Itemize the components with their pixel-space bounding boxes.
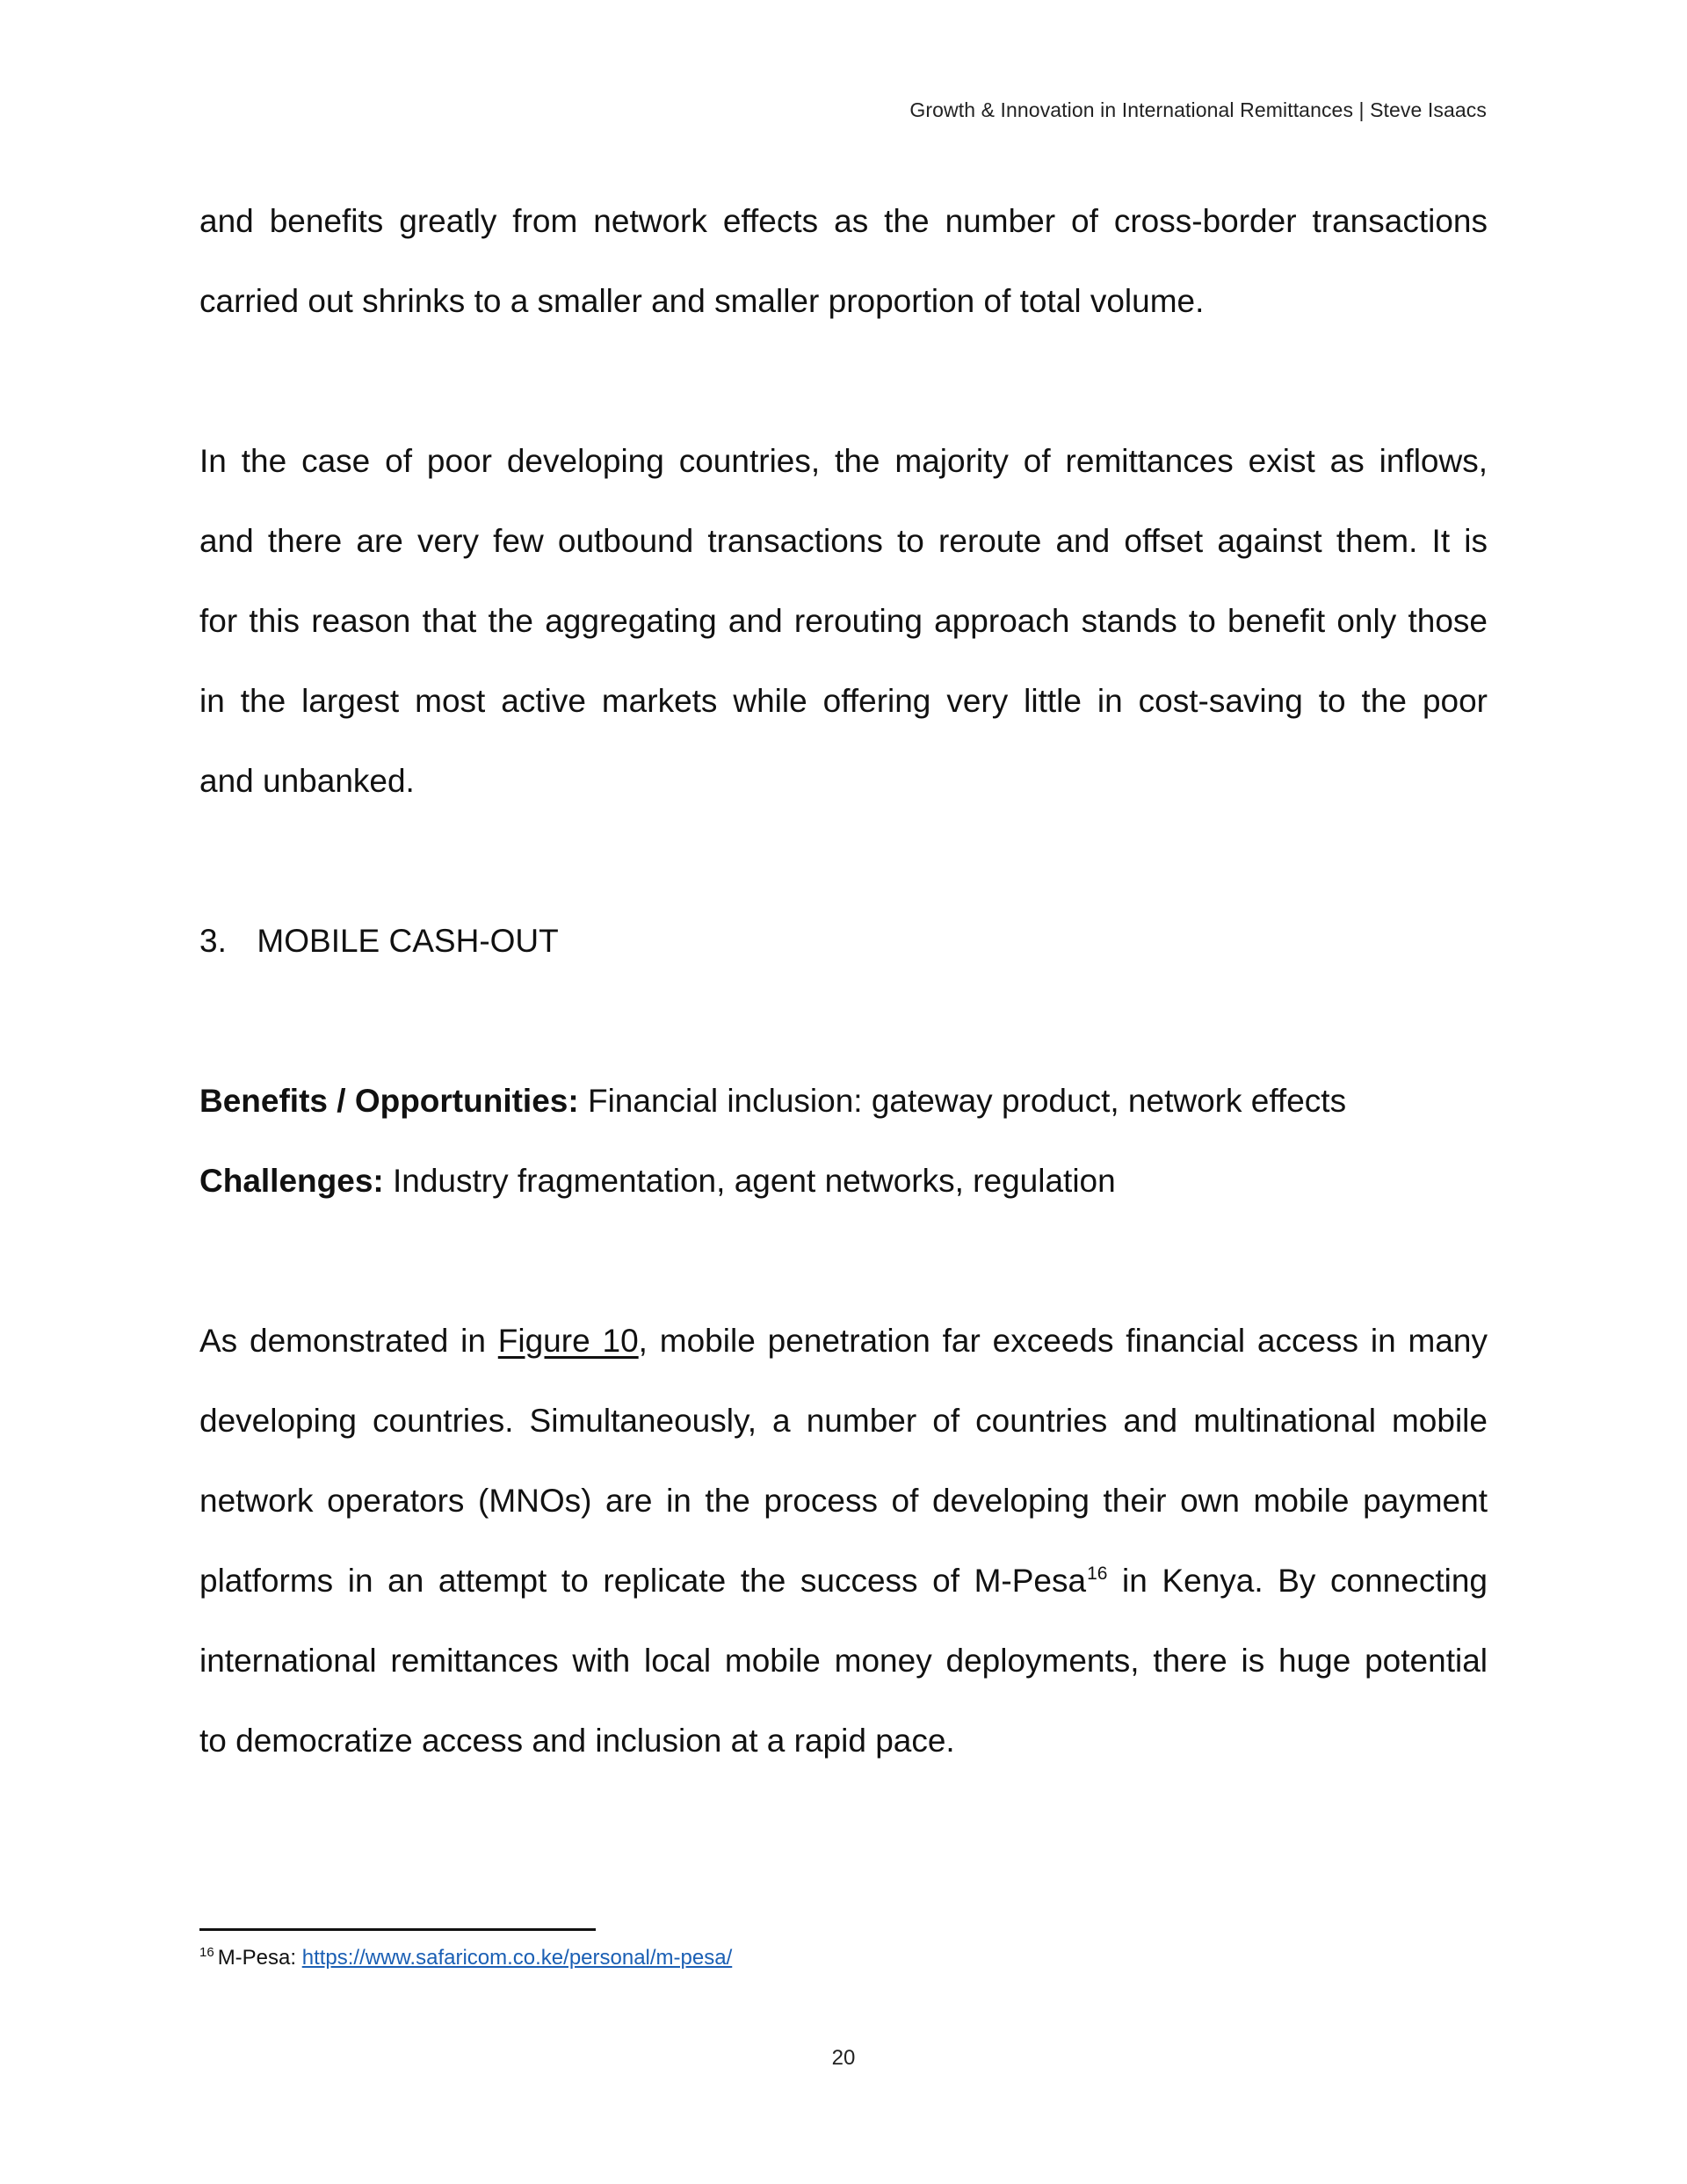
footnote-16 bbox=[199, 1944, 732, 1975]
paragraph-2-line-3: for this reason that the aggregating and rerouting approach stands to benefit only those bbox=[199, 603, 1488, 639]
paragraph-2-line-1: In the case of poor developing countries, the majority of remittances exist as inflows, bbox=[199, 443, 1488, 479]
page-number: 20 bbox=[831, 2046, 856, 2070]
footnote-number: 16 bbox=[199, 1945, 214, 1960]
benefits-label: Benefits / Opportunities: bbox=[199, 1083, 579, 1119]
paragraph-3-line-6: to democratize access and inclusion at a rapid pace. bbox=[199, 1723, 955, 1759]
figure-10-link[interactable]: Figure 10 bbox=[497, 1323, 639, 1359]
benefits-line bbox=[199, 1082, 1488, 1121]
paragraph-3-line-2: developing countries. Simultaneously, a number of countries and multinational mobile bbox=[199, 1403, 1488, 1439]
footnote-url-link[interactable]: https://www.safaricom.co.ke/personal/m-pesa/ bbox=[301, 1946, 733, 1970]
paragraph-3-line-1 bbox=[199, 1322, 1488, 1360]
section-heading bbox=[199, 922, 1488, 961]
paragraph-3-line-3: network operators (MNOs) are in the process of developing their own mobile payment bbox=[199, 1483, 1488, 1519]
text-span: As demonstrated in bbox=[199, 1323, 498, 1359]
paragraph-2-line-2: and there are very few outbound transactions to reroute and offset against them. It is bbox=[199, 523, 1488, 559]
text-span: in Kenya. By connecting bbox=[1107, 1563, 1488, 1599]
challenges-line bbox=[199, 1162, 1488, 1201]
section-number: 3. bbox=[199, 923, 227, 959]
text-span: platforms in an attempt to replicate the success of M-Pesa bbox=[199, 1563, 1087, 1599]
challenges-text: Industry fragmentation, agent networks, regulation bbox=[383, 1163, 1116, 1199]
paragraph-2-line-4: in the largest most active markets while offering very little in cost-saving to the poor bbox=[199, 683, 1488, 719]
paragraph-3-line-4 bbox=[199, 1562, 1488, 1606]
challenges-label: Challenges: bbox=[199, 1163, 384, 1199]
paragraph-2-line-5: and unbanked. bbox=[199, 763, 415, 799]
paragraph-1-line-1: and benefits greatly from network effects as the number of cross-border transactions bbox=[199, 203, 1488, 239]
footnote-reference-16[interactable]: 16 bbox=[1087, 1564, 1108, 1584]
text-span: , mobile penetration far exceeds financial access in many bbox=[638, 1323, 1488, 1359]
footnote-separator bbox=[199, 1928, 596, 1931]
running-header: Growth & Innovation in International Remittances | Steve Isaacs bbox=[909, 98, 1487, 121]
section-title: MOBILE CASH-OUT bbox=[257, 923, 559, 959]
footnote-label: M-Pesa: bbox=[217, 1946, 302, 1970]
paragraph-3-line-5: international remittances with local mobile money deployments, there is huge potential bbox=[199, 1643, 1488, 1679]
benefits-text: Financial inclusion: gateway product, network effects bbox=[578, 1083, 1347, 1119]
paragraph-1-line-2: carried out shrinks to a smaller and smaller proportion of total volume. bbox=[199, 283, 1205, 319]
